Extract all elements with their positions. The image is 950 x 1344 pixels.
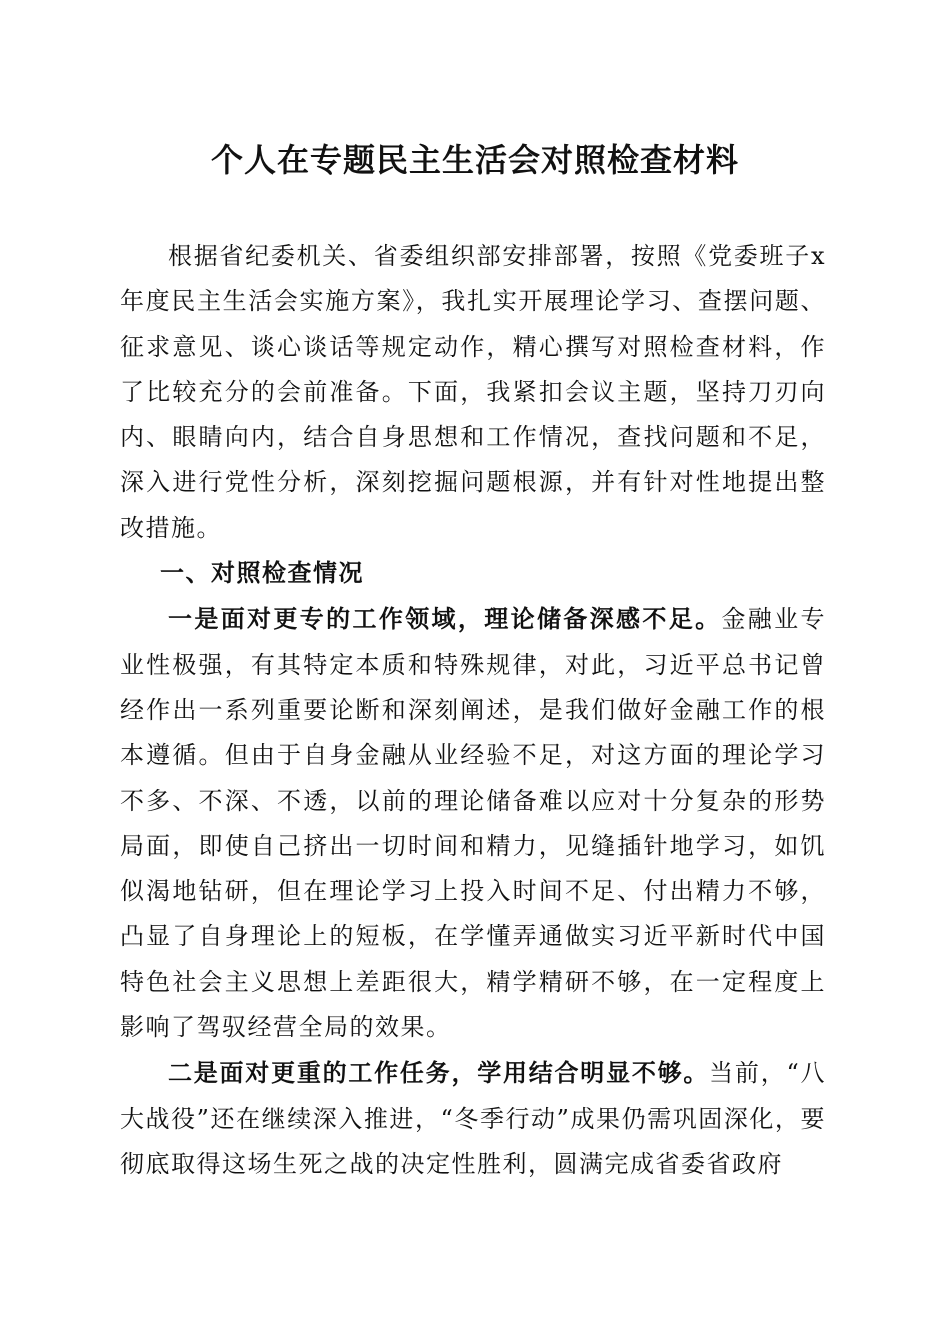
item-2-paragraph xyxy=(120,1050,826,1187)
document-body xyxy=(120,234,826,1187)
document-title: 个人在专题民主生活会对照检查材料 xyxy=(210,141,739,179)
intro-paragraph: 根据省纪委机关、省委组织部安排部署，按照《党委班子x年度民主生活会实施方案》，我扎实开展理论学习、查摆问题、征求意见、谈心谈话等规定动作，精心撰写对照检查材料，作了比较充分的会前准备。下面，我紧扣会议主题，坚持刀刃向内、眼睛向内，结合自身思想和工作情况，查找问题和不足，深入进行党性分析，深刻挖掘问题根源，并有针对性地提出整改措施。 xyxy=(120,242,826,542)
item-1-body: 金融业专业性极强，有其特定本质和特殊规律，对此，习近平总书记曾经作出一系列重要论断和深刻阐述，是我们做好金融工作的根本遵循。但由于自身金融从业经验不足，对这方面的理论学习不多、不深、不透，以前的理论储备难以应对十分复杂的形势局面，即使自己挤出一切时间和精力，见缝插针地学习，如饥似渴地钻研，但在理论学习上投入时间不足、付出精力不够，凸显了自身理论上的短板，在学懂弄通做实习近平新时代中国特色社会主义思想上差距很大，精学精研不够，在一定程度上影响了驾驭经营全局的效果。 xyxy=(120,605,826,1042)
item-1-lead: 一是面对更专的工作领域，理论储备深感不足。 xyxy=(168,604,722,634)
item-1-paragraph xyxy=(120,596,826,1050)
item-2-lead: 二是面对更重的工作任务，学用结合明显不够。 xyxy=(168,1058,710,1088)
section-heading: 一、对照检查情况 xyxy=(160,559,364,588)
item-2-body: 当前，“八大战役”还在继续深入推进，“冬季行动”成果仍需巩固深化，要彻底取得这场生死之战的决定性胜利，圆满完成省委省政府 xyxy=(120,1059,827,1178)
